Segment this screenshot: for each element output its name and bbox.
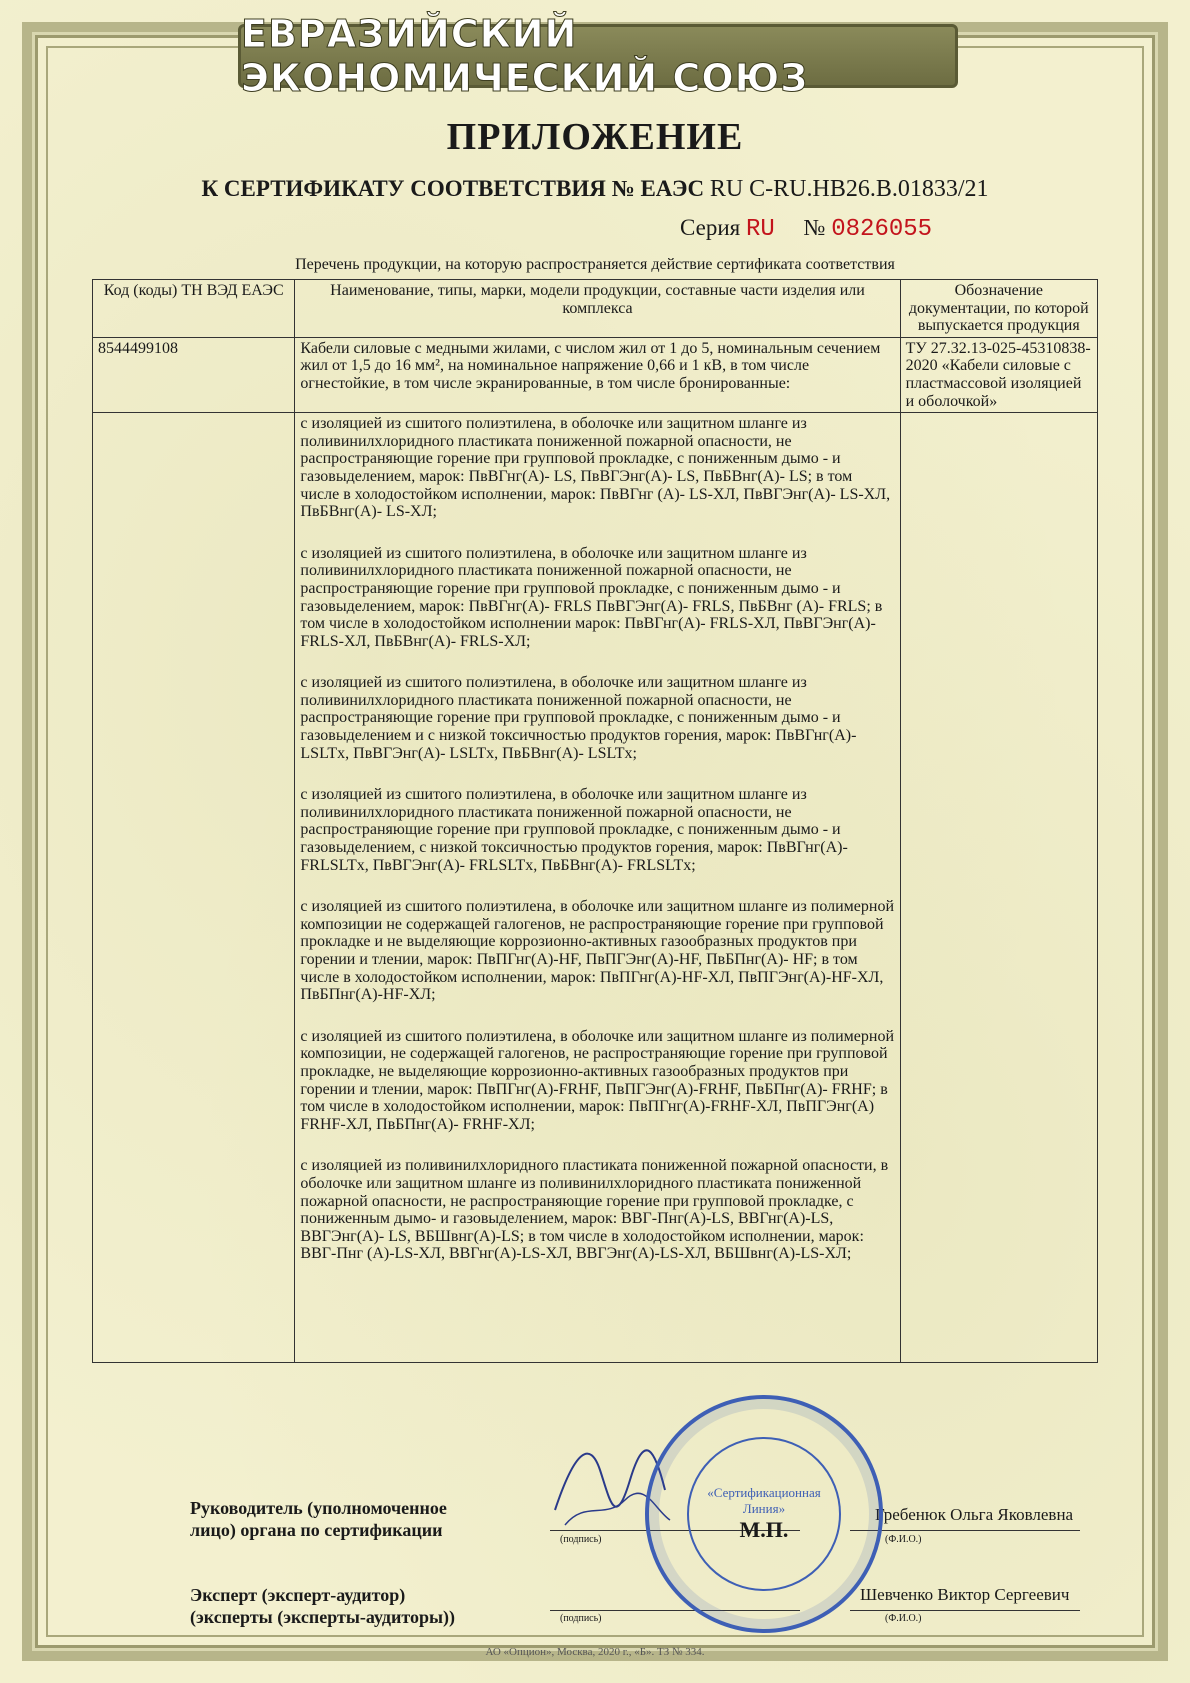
series-code: RU — [745, 216, 775, 243]
variant-paragraph: с изоляцией из сшитого полиэтилена, в оболочке или защитном шланге из поливинилхлоридного пластиката пониженной пожарной опасности, не распространяющие горение при групповой прокладке, с пониженным дымо - и газовыделением, марок: ПвВГнг(А)- FRLS ПвВГЭнг(А)- FRLS, ПвБВнг (А)- FRLS; в том числе в холодостойком исполнении марок: ПвВГнг(А)- FRLS-ХЛ, ПвВГЭнг(А)- FRLS-ХЛ, ПвБВнг(А)- FRLS-ХЛ; — [300, 544, 883, 650]
cell-variants — [295, 413, 900, 1363]
certificate-line — [0, 176, 1190, 203]
certificate-number: RU C-RU.HB26.B.01833/21 — [709, 176, 989, 202]
series-number: 0826055 — [831, 216, 933, 243]
head-fio-caption: (Ф.И.О.) — [885, 1534, 922, 1545]
header-name: Наименование, типы, марки, модели продукции, составные части изделия или комплекса — [295, 280, 900, 338]
page-title: ПРИЛОЖЕНИЕ — [446, 116, 744, 158]
head-signatory-name: Гребенюк Ольга Яковлевна — [875, 1505, 1074, 1524]
variant-paragraph: с изоляцией из сшитого полиэтилена, в оболочке или защитном шланге из поливинилхлоридного пластиката пониженной пожарной опасности, не распространяющие горение при групповой прокладке, с пониженным дымо - и газовыделением, с низкой токсичностью продуктов горения, марок: ПвВГнг(А)- FRLSLTx, ПвВГЭнг(А)- FRLSLTx, ПвБВнг(А)- FRLSLTx; — [300, 786, 848, 874]
header-doc: Обозначение документации, по которой выпускается продукция — [900, 280, 1097, 338]
stamp-center — [687, 1437, 841, 1591]
certification-stamp — [645, 1395, 883, 1633]
header-code: Код (коды) ТН ВЭД ЕАЭС — [93, 280, 295, 338]
head-sign-caption: (подпись) — [560, 1534, 602, 1545]
certificate-label: К СЕРТИФИКАТУ СООТВЕТСТВИЯ № ЕАЭС — [201, 176, 705, 201]
head-signatory-label: Руководитель (уполномоченное лицо) органа по сертификации — [190, 1498, 447, 1540]
cell-code: 8544499108 — [93, 337, 295, 412]
stamp-mp: М.П. — [739, 1517, 789, 1542]
expert-name-line — [850, 1610, 1080, 1611]
table-row — [93, 337, 1098, 412]
variant-paragraph: с изоляцией из сшитого полиэтилена, в оболочке или защитном шланге из полимерной композиции, не содержащей галогенов, не распространяющие горение при групповой прокладке, не выделяющие коррозионно-активных газообразных продуктов при горении и тлении, марок: ПвПГнг(А)-FRHF, ПвПГЭнг(А)-FRHF, ПвБПнг(А)- FRHF; в том числе в холодостойком исполнении, марок: ПвПГнг(А)-FRHF-ХЛ, ПвПГЭнг(А) FRHF-ХЛ, ПвБПнг(А)- FRHF-ХЛ; — [300, 1027, 895, 1133]
expert-fio-caption: (Ф.И.О.) — [885, 1613, 922, 1624]
printer-note: АО «Опцион», Москва, 2020 г., «Б». ТЗ № 334. — [485, 1646, 705, 1658]
table-header-row — [93, 280, 1098, 338]
product-table — [92, 279, 1098, 1363]
head-name-line — [850, 1530, 1080, 1531]
variant-paragraph: с изоляцией из сшитого полиэтилена, в оболочке или защитном шланге из полимерной композиции не содержащей галогенов, не распространяющие горение при групповой прокладке и не выделяющие коррозионно-активных газообразных продуктов при горении и тлении, марок: ПвПГнг(А)-HF, ПвПГЭнг(А)-HF, ПвБПнг(А)- HF; в том числе в холодостойком исполнении, марок: ПвПГнг(А)-HF-ХЛ, ПвПГЭнг(А)-HF-ХЛ, ПвБПнг(А)-HF-ХЛ; — [300, 898, 895, 1004]
cell-doc-empty — [900, 413, 1097, 1363]
expert-sign-caption: (подпись) — [560, 1613, 602, 1624]
union-banner-text: ЕВРАЗИЙСКИЙ ЭКОНОМИЧЕСКИЙ СОЮЗ — [241, 12, 809, 100]
cell-doc: ТУ 27.32.13-025-45310838-2020 «Кабели силовые с пластмассовой изоляцией и оболочкой» — [900, 337, 1097, 412]
series-no-label: № — [803, 215, 826, 240]
union-banner — [238, 12, 958, 100]
variant-paragraph: с изоляцией из сшитого полиэтилена, в оболочке или защитном шланге из поливинилхлоридного пластиката пониженной пожарной опасности, не распространяющие горение при групповой прокладке, с пониженным дымо - и газовыделением и с низкой токсичностью продуктов горения, марок: ПвВГнг(А)- LSLTx, ПвВГЭнг(А)- LSLTx, ПвБВнг(А)- LSLTx; — [300, 674, 857, 762]
expert-label: Эксперт (эксперт-аудитор) (эксперты (эксперты-аудиторы)) — [190, 1585, 456, 1627]
series-label: Серия — [680, 215, 741, 240]
variant-paragraph: с изоляцией из сшитого полиэтилена, в оболочке или защитном шланге из поливинилхлоридного пластиката пониженной пожарной опасности, не распространяющие горение при групповой прокладке, с пониженным дымо - и газовыделением, марок: ПвВГнг(А)- LS, ПвВГЭнг(А)- LS, ПвБВнг(А)- LS; в том числе в холодостойком исполнении, марок: ПвВГнг (А)- LS-ХЛ, ПвВГЭнг(А)- LS-ХЛ, ПвБВнг(А)- LS-ХЛ; — [300, 415, 891, 521]
table-row — [93, 413, 1098, 1363]
expert-name: Шевченко Виктор Сергеевич — [860, 1585, 1070, 1604]
stamp-text: «Сертификационная Линия» — [707, 1485, 821, 1516]
cell-code-empty — [93, 413, 295, 1363]
series-line — [680, 215, 932, 243]
variant-paragraph: с изоляцией из поливинилхлоридного пластиката пониженной пожарной опасности, в оболочке или защитном шланге из поливинилхлоридного пластиката пониженной пожарной опасности, не распространяющие горение при групповой прокладке, с пониженным дымо- и газовыделением, марок: ВВГ-Пнг(А)-LS, ВВГнг(А)-LS, ВВГЭнг(А)- LS, ВБШвнг(А)-LS; в том числе в холодостойком исполнении, марок: ВВГ-Пнг (А)-LS-ХЛ, ВВГнг(А)-LS-ХЛ, ВВГЭнг(А)-LS-ХЛ, ВБШвнг(А)-LS-ХЛ; — [300, 1157, 889, 1263]
product-list-caption: Перечень продукции, на которую распространяется действие сертификата соответствия — [295, 256, 895, 273]
cell-name: Кабели силовые с медными жилами, с числом жил от 1 до 5, номинальным сечением жил от 1,5 до 16 мм², на номинальное напряжение 0,66 и 1 кВ, в том числе огнестойкие, в том числе экранированные, в том числе бронированные: — [295, 337, 900, 412]
